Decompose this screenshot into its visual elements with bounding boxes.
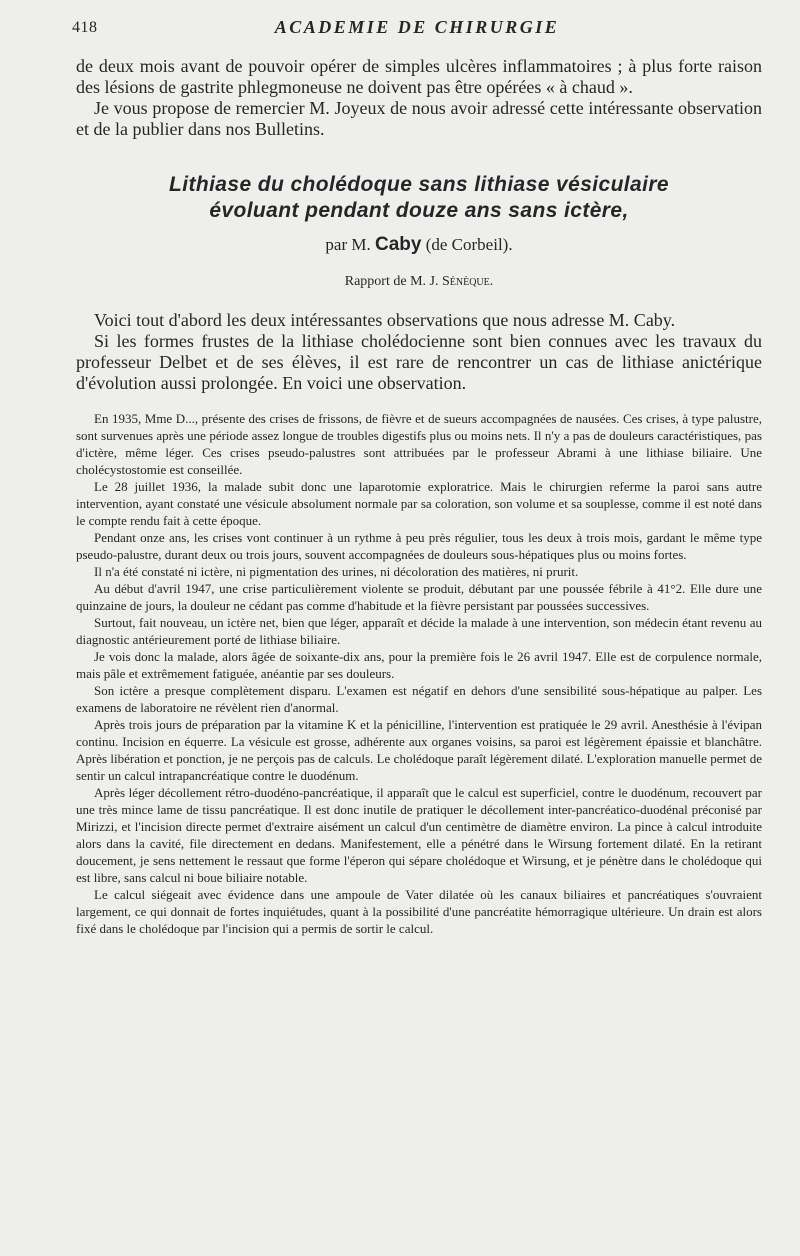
report-suffix: . xyxy=(489,274,494,289)
observation-paragraph: Au début d'avril 1947, une crise particulièrement violente se produit, débutant par une poussée fébrile à 41°2. Elle dure une quinzaine de jours, la douleur ne cédant pas comme d'habitude et la fièvre persistant par poussées successives. xyxy=(76,581,762,613)
observation-paragraph: Surtout, fait nouveau, un ictère net, bien que léger, apparaît et décide la malade à une intervention, son médecin étant revenu au diagnostic antérieurement porté de lithiase biliaire. xyxy=(76,615,762,647)
observation-paragraph: Je vois donc la malade, alors âgée de soixante-dix ans, pour la première fois le 26 avril 1947. Elle est de corpulence normale, mais pâle et extrêmement fatiguée, anéantie par ses douleurs. xyxy=(76,649,762,681)
intro-paragraph-1: de deux mois avant de pouvoir opérer de simples ulcères inflammatoires ; à plus forte raison des lésions de gastrite phlegmoneuse ne doivent pas être opérées « à chaud ». xyxy=(76,56,762,97)
body-paragraph-2: Si les formes frustes de la lithiase cholédocienne sont bien connues avec les travaux du professeur Delbet et de ses élèves, il est rare de rencontrer un cas de lithiase anictérique d'évolution aussi prolongée. En voici une observation. xyxy=(76,331,762,393)
body-paragraph-1: Voici tout d'abord les deux intéressantes observations que nous adresse M. Caby. xyxy=(94,310,676,330)
article-title-line-1: Lithiase du cholédoque sans lithiase vésiculaire xyxy=(168,173,670,196)
byline-suffix: (de Corbeil). xyxy=(425,235,513,254)
author-name: Caby xyxy=(375,234,422,255)
article-title-line-2: évoluant pendant douze ans sans ictère, xyxy=(209,199,629,222)
observation-paragraph: Il n'a été constaté ni ictère, ni pigmentation des urines, ni décoloration des matières, ni prurit. xyxy=(94,564,579,579)
observation-text xyxy=(76,410,762,937)
article-byline xyxy=(76,234,762,256)
observation-paragraph: Après léger décollement rétro-duodéno-pancréatique, il apparaît que le calcul est superficiel, contre le duodénum, recouvert par une très mince lame de tissu pancréatique. Il est donc inutile de pratiquer le décollement inter-pancréatico-duodénal préconisé par Mirizzi, et l'incision directe permet d'extraire aisément un calcul d'un centimètre de diamètre environ. La pince à calcul introduite alors dans la cavité, file directement en dedans. Manifestement, elle a pénétré dans le Wirsung fortement dilaté. En la retirant doucement, je sens nettement le ressaut que forme l'éperon qui sépare cholédoque et Wirsung, et je pénètre dans le cholédoque qui est libre, sans calcul ni boue biliaire notable. xyxy=(76,785,762,885)
running-title: ACADEMIE DE CHIRURGIE xyxy=(274,17,560,37)
observation-paragraph: En 1935, Mme D..., présente des crises de frissons, de fièvre et de sueurs accompagnées de nausées. Ces crises, à type palustre, sont survenues après une période assez longue de troubles digestifs plus ou moins nets. Il n'y a pas de douleurs caractéristiques, pas d'ictère, même léger. Ces crises pseudo-palustres sont attribuées par le professeur Abrami à une lithiase biliaire. Une cholécystostomie est conseillée. xyxy=(76,411,762,477)
article-title xyxy=(76,172,762,224)
observation-paragraph: Pendant onze ans, les crises vont continuer à un rythme à peu près régulier, tous les deux à trois mois, gardant le même type pseudo-palustre, durant deux ou trois jours, souvent accompagnées de douleurs sous-hépatiques plus ou moins fortes. xyxy=(76,530,762,562)
section-gap xyxy=(76,394,762,410)
report-line xyxy=(76,274,762,290)
observation-paragraph: Après trois jours de préparation par la vitamine K et la pénicilline, l'intervention est pratiquée le 29 avril. Anesthésie à l'évipan continu. Incision en équerre. La vésicule est grosse, adhérente aux organes voisins, sa paroi est légèrement épaissie et blanchâtre. Après libération et ponction, je ne perçois pas de calculs. Le cholédoque paraît légèrement dilaté. L'exploration manuelle permet de sentir un calcul intrapancréatique contre le duodénum. xyxy=(76,717,762,783)
observation-paragraph: Le calcul siégeait avec évidence dans une ampoule de Vater dilatée où les canaux biliaires et pancréatiques s'ouvraient largement, ce qui donnait de fortes inquiétudes, quant à la possibilité d'une pancréatite hémorragique ultérieure. Un drain est alors fixé dans le cholédoque par l'incision qui a permis de sortir le calcul. xyxy=(76,887,762,936)
page-content xyxy=(76,56,762,937)
observation-paragraph: Son ictère a presque complètement disparu. L'examen est négatif en dehors d'une sensibilité sous-hépatique au palper. Les examens de laboratoire ne révèlent rien d'anormal. xyxy=(76,683,762,715)
intro-paragraph-2: Je vous propose de remercier M. Joyeux de nous avoir adressé cette intéressante observation et de la publier dans nos Bulletins. xyxy=(76,98,762,139)
report-prefix: Rapport de M. J. xyxy=(344,274,439,289)
page-header xyxy=(72,19,762,41)
report-name: Sénèque xyxy=(441,274,490,289)
page-number: 418 xyxy=(72,19,98,36)
byline-prefix: par M. xyxy=(325,235,371,254)
observation-paragraph: Le 28 juillet 1936, la malade subit donc une laparotomie exploratrice. Mais le chirurgien referme la paroi sans autre intervention, ayant constaté une vésicule absolument normale par sa coloration, son volume et sa souplesse, comme il est noté dans le compte rendu fait à cette époque. xyxy=(76,479,762,528)
